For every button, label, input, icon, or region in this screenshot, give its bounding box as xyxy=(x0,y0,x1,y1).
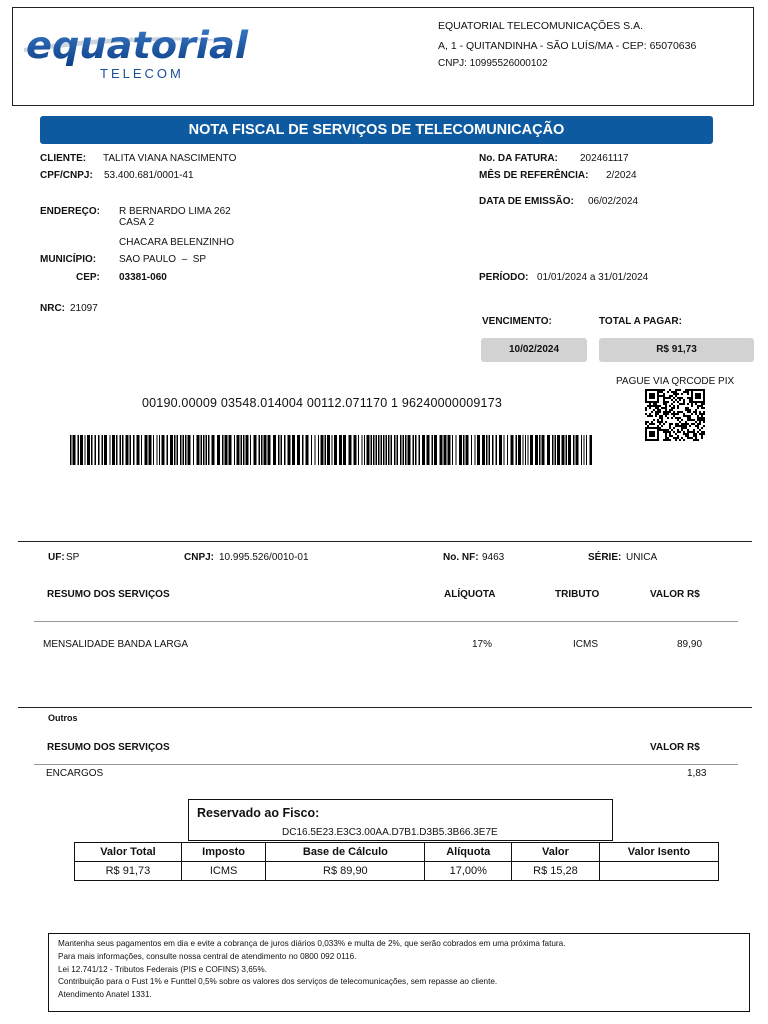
outros-row-valor: 1,83 xyxy=(687,768,707,779)
municipio-label: MUNICÍPIO: xyxy=(40,254,97,265)
serie-value: UNICA xyxy=(626,552,658,563)
footer-line: Para mais informações, consulte nossa central de atendimento no 0800 092 0116. xyxy=(58,952,357,961)
fatura-label: No. DA FATURA: xyxy=(479,153,558,164)
tax-cell-imposto: ICMS xyxy=(181,862,265,881)
endereco-label: ENDEREÇO: xyxy=(40,206,101,217)
emissao-label: DATA DE EMISSÃO: xyxy=(479,196,574,207)
pix-qrcode-icon[interactable] xyxy=(645,389,705,441)
fisco-title: Reservado ao Fisco: xyxy=(197,806,320,820)
uf-label: UF: xyxy=(48,552,65,563)
cpf-label: CPF/CNPJ: xyxy=(40,170,93,181)
divider xyxy=(18,541,752,542)
footer-line: Lei 12.741/12 - Tributos Federais (PIS e COFINS) 3,65%. xyxy=(58,965,267,974)
fisco-code: DC16.5E23.E3C3.00AA.D7B1.D3B5.3B66.3E7E xyxy=(282,827,498,838)
services-header-tributo: TRIBUTO xyxy=(555,589,600,600)
nrc-value: 21097 xyxy=(70,303,98,314)
services-header-resumo: RESUMO DOS SERVIÇOS xyxy=(47,589,170,600)
vencimento-label: VENCIMENTO: xyxy=(482,316,552,327)
tax-cell-valor-isento xyxy=(599,862,718,881)
tax-header-base-calculo: Base de Cálculo xyxy=(266,843,425,862)
serie-label: SÉRIE: xyxy=(588,552,622,563)
tax-cell-aliquota: 17,00% xyxy=(425,862,512,881)
equatorial-logo xyxy=(22,28,252,84)
mes-value: 2/2024 xyxy=(606,170,637,181)
tax-header-imposto: Imposto xyxy=(181,843,265,862)
mes-label: MÊS DE REFERÊNCIA: xyxy=(479,170,589,181)
cep-value: 03381-060 xyxy=(119,272,167,283)
divider xyxy=(34,764,738,765)
bairro-value: CHACARA BELENZINHO xyxy=(119,237,235,248)
endereco-line1: R BERNARDO LIMA 262 xyxy=(119,206,231,217)
tax-header-valor-isento: Valor Isento xyxy=(599,843,718,862)
endereco-line2: CASA 2 xyxy=(119,217,155,228)
tax-cell-valor: R$ 15,28 xyxy=(512,862,600,881)
cep-label: CEP: xyxy=(76,272,100,283)
periodo-value: 01/01/2024 a 31/01/2024 xyxy=(537,272,649,283)
services-header-valor: VALOR R$ xyxy=(650,589,700,600)
footer-line: Contribuição para o Fust 1% e Funttel 0,5% sobre os valores dos serviços de telecomunicações, sem repasse ao cliente. xyxy=(58,977,498,986)
services-header-aliquota: ALÍQUOTA xyxy=(444,589,496,600)
tax-header-valor: Valor xyxy=(512,843,600,862)
outros-title: Outros xyxy=(48,713,78,723)
total-label: TOTAL A PAGAR: xyxy=(599,316,682,327)
tax-cell-valor-total: R$ 91,73 xyxy=(75,862,182,881)
nf-cnpj-value: 10.995.526/0010-01 xyxy=(219,552,309,563)
service-row-descricao: MENSALIDADE BANDA LARGA xyxy=(43,639,189,650)
company-name: EQUATORIAL TELECOMUNICAÇÕES S.A. xyxy=(438,20,643,32)
uf-value: SP xyxy=(66,552,80,563)
emissao-value: 06/02/2024 xyxy=(588,196,639,207)
company-address: A, 1 - QUITANDINHA - SÃO LUÍS/MA - CEP: 65070636 xyxy=(438,40,697,52)
cpf-value: 53.400.681/0001-41 xyxy=(104,170,194,181)
tax-header-aliquota: Alíquota xyxy=(425,843,512,862)
document-title: NOTA FISCAL DE SERVIÇOS DE TELECOMUNICAÇÃO xyxy=(40,116,713,144)
divider xyxy=(34,621,738,622)
total-value: R$ 91,73 xyxy=(599,338,754,362)
nf-cnpj-label: CNPJ: xyxy=(184,552,215,563)
periodo-label: PERÍODO: xyxy=(479,272,529,283)
outros-header-valor: VALOR R$ xyxy=(650,742,700,753)
divider xyxy=(18,707,752,708)
linha-digitavel[interactable]: 00190.00009 03548.014004 00112.071170 1 96240000009173 xyxy=(142,396,502,410)
company-cnpj: CNPJ: 10995526000102 xyxy=(438,58,548,69)
tax-table-header-row xyxy=(75,843,719,862)
nrc-label: NRC: xyxy=(40,303,65,314)
tax-cell-base-calculo: R$ 89,90 xyxy=(266,862,425,881)
cliente-label: CLIENTE: xyxy=(40,153,87,164)
vencimento-value: 10/02/2024 xyxy=(481,338,587,362)
pix-label: PAGUE VIA QRCODE PIX xyxy=(616,376,735,387)
tax-header-valor-total: Valor Total xyxy=(75,843,182,862)
footer-line: Mantenha seus pagamentos em dia e evite a cobrança de juros diários 0,033% e multa de 2%, que serão cobrados em uma próxima fatura. xyxy=(58,939,566,948)
barcode-icon[interactable] xyxy=(70,435,592,465)
cliente-value: TALITA VIANA NASCIMENTO xyxy=(103,153,237,164)
logo-subtitle: TELECOM xyxy=(100,66,184,81)
fatura-value: 202461117 xyxy=(580,153,629,164)
outros-row-descricao: ENCARGOS xyxy=(46,768,104,779)
logo-wordmark: equatorial xyxy=(26,28,250,67)
service-row-valor: 89,90 xyxy=(677,639,703,650)
footer-line: Atendimento Anatel 1331. xyxy=(58,990,152,999)
outros-header-resumo: RESUMO DOS SERVIÇOS xyxy=(47,742,170,753)
tax-table-row xyxy=(75,862,719,881)
service-row-tributo: ICMS xyxy=(573,639,598,650)
nf-number-value: 9463 xyxy=(482,552,505,563)
municipio-value: SAO PAULO – SP xyxy=(119,254,207,265)
nf-number-label: No. NF: xyxy=(443,552,479,563)
tax-table xyxy=(74,842,719,881)
service-row-aliquota: 17% xyxy=(472,639,493,650)
